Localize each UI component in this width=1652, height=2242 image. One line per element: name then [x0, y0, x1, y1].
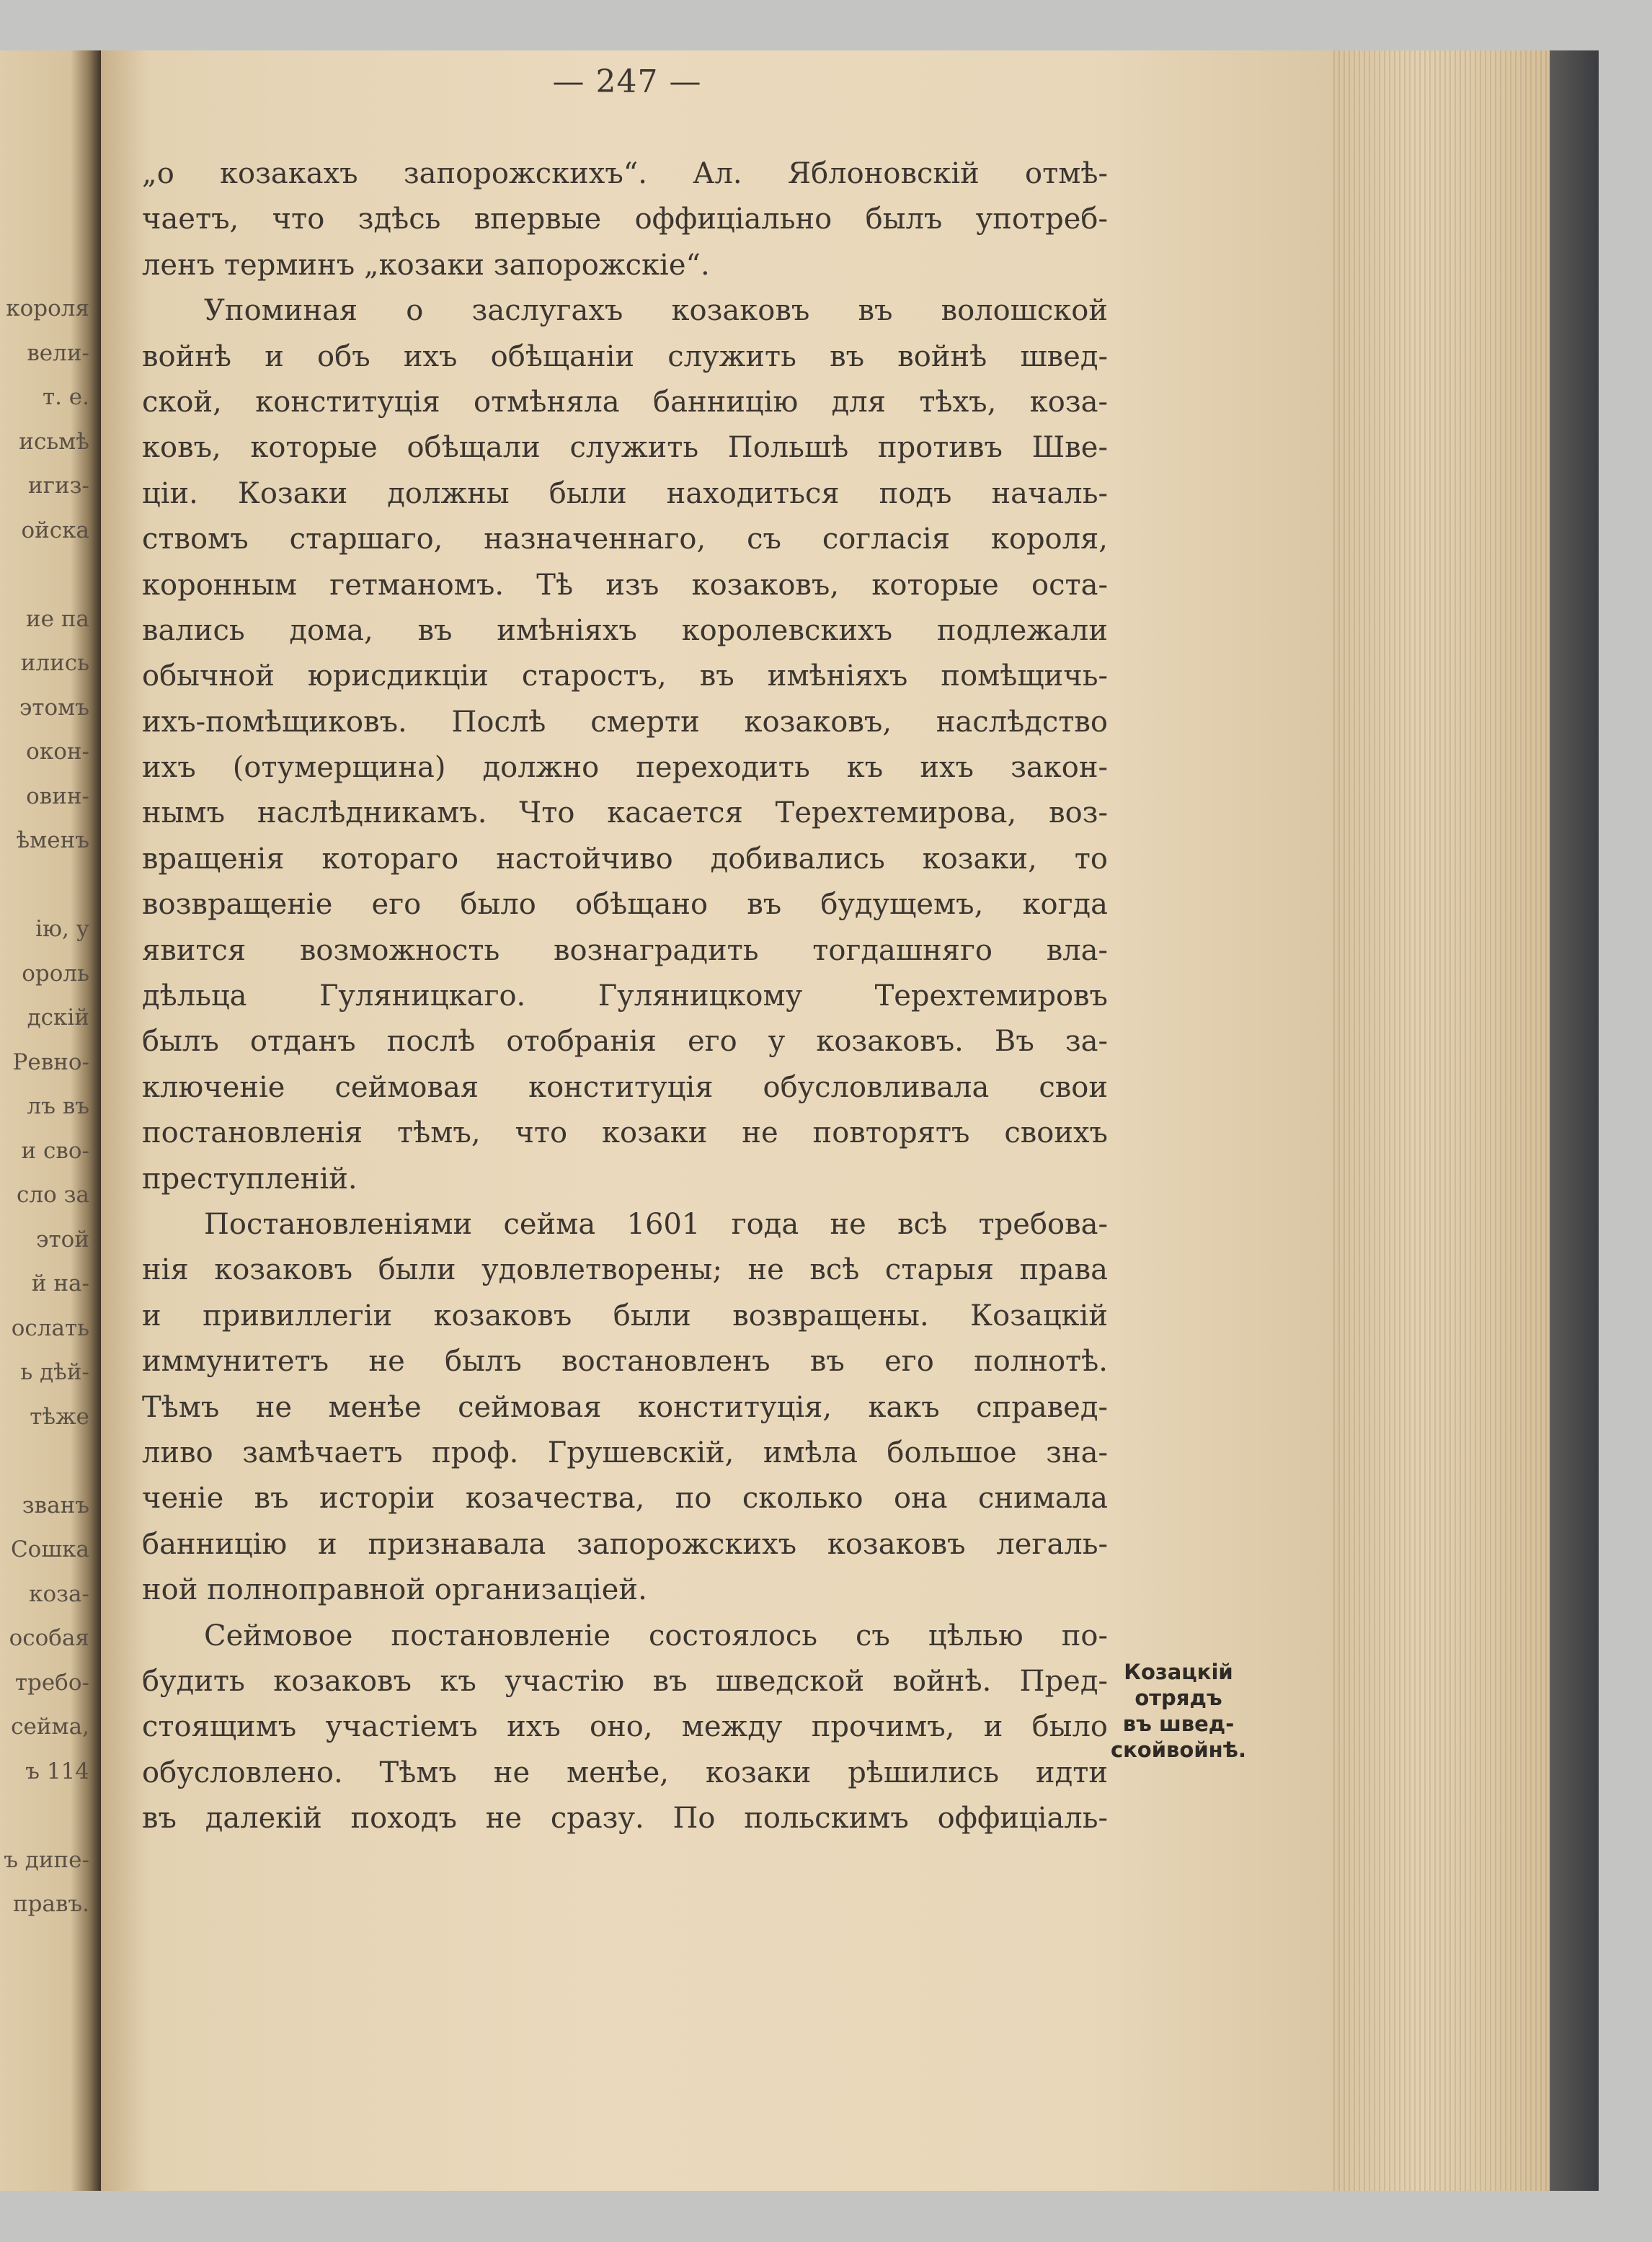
previous-page-fragment: игиз-: [28, 473, 89, 499]
text-line: ской, конституція отмѣняла банницію для тѣхъ, коза-: [142, 385, 1108, 419]
text-line: коронным гетманомъ. Тѣ изъ козаковъ, которые оста-: [142, 568, 1108, 602]
text-line: ихъ (отумерщина) должно переходить къ ихъ закон-: [142, 751, 1108, 785]
previous-page-fragment: требо-: [14, 1669, 89, 1696]
previous-page-fragment: сейма,: [11, 1714, 89, 1740]
previous-page-fragment: ѣменъ: [16, 827, 89, 853]
previous-page-fragment: особая: [9, 1625, 89, 1651]
previous-page-fragment: ъ 114: [25, 1758, 89, 1784]
body-text: [142, 151, 1108, 1841]
previous-page-fragment: короля: [6, 295, 89, 321]
text-line: Упоминая о заслугахъ козаковъ въ волошской: [204, 294, 1108, 328]
text-line: войнѣ и объ ихъ обѣщаніи служить въ войнѣ швед-: [142, 339, 1108, 373]
previous-page-fragment: Сошка: [10, 1536, 89, 1562]
text-line: банницію и признавала запорожскихъ козаковъ легаль-: [142, 1527, 1108, 1561]
previous-page-fragment: тѣже: [30, 1403, 89, 1430]
text-line: ченіе въ исторіи козачества, по сколько она снимала: [142, 1482, 1108, 1516]
text-line: нія козаковъ были удовлетворены; не всѣ старыя права: [142, 1253, 1108, 1287]
text-line: явится возможность вознаградить тогдашняго вла-: [142, 933, 1108, 967]
text-line: Постановленіями сейма 1601 года не всѣ требова-: [204, 1207, 1108, 1241]
previous-page-fragment: вели-: [27, 339, 89, 366]
margin-note-line: скойвойнѣ.: [1110, 1738, 1247, 1762]
previous-page-fragment: ъ дипе-: [4, 1846, 89, 1873]
previous-page-edge: [0, 50, 101, 2191]
previous-page-fragment: этой: [36, 1226, 89, 1253]
text-line: постановленія тѣмъ, что козаки не повторятъ своихъ: [142, 1116, 1108, 1150]
previous-page-fragment: ие па: [25, 605, 89, 632]
text-line: въ далекій походъ не сразу. По польскимъ оффиціаль-: [142, 1802, 1108, 1836]
previous-page-fragment: окон-: [26, 739, 89, 765]
text-line: обусловлено. Тѣмъ не менѣе, козаки рѣшились идти: [142, 1756, 1108, 1789]
text-line: будить козаковъ къ участію въ шведской войнѣ. Пред-: [142, 1664, 1108, 1698]
margin-note-line: Козацкій: [1124, 1660, 1233, 1684]
previous-page-fragment: исьмѣ: [19, 428, 89, 455]
previous-page-fragment: коза-: [29, 1580, 89, 1607]
previous-page-fragment: лъ въ: [27, 1093, 89, 1119]
previous-page-fragment: овин-: [26, 783, 89, 809]
text-line: ной полноправной организаціей.: [142, 1573, 647, 1607]
text-line: Сеймовое постановленіе состоялось съ цѣлью по-: [204, 1619, 1108, 1652]
text-line: и привиллегіи козаковъ были возвращены. Козацкій: [142, 1299, 1108, 1333]
text-line: обычной юрисдикціи старостъ, въ имѣніяхъ помѣщичь-: [142, 659, 1108, 693]
text-line: Тѣмъ не менѣе сеймовая конституція, какъ справед-: [142, 1390, 1108, 1424]
text-line: иммунитетъ не былъ востановленъ въ его полнотѣ.: [142, 1345, 1108, 1379]
previous-page-text: [4, 287, 89, 1927]
previous-page-fragment: этомъ: [19, 694, 89, 721]
text-line: ключеніе сеймовая конституція обусловливала свои: [142, 1070, 1108, 1104]
margin-note: [1110, 1659, 1247, 1763]
previous-page-fragment: Ревно-: [12, 1049, 89, 1075]
text-line: ствомъ старшаго, назначеннаго, съ согласія короля,: [142, 522, 1108, 556]
text-line: чаетъ, что здѣсь впервые оффиціально былъ употреб-: [142, 203, 1108, 236]
previous-page-fragment: й на-: [31, 1271, 89, 1296]
text-line: былъ отданъ послѣ отобранія его у козаковъ. Въ за-: [142, 1025, 1108, 1059]
text-line: стоящимъ участіемъ ихъ оно, между прочимъ, и было: [142, 1710, 1108, 1744]
previous-page-fragment: сло за: [17, 1182, 89, 1208]
text-line: ихъ-помѣщиковъ. Послѣ смерти козаковъ, наслѣдство: [142, 705, 1108, 739]
previous-page-fragment: т. е.: [42, 384, 89, 410]
text-line: ковъ, которые обѣщали служить Польшѣ противъ Шве-: [142, 431, 1108, 465]
previous-page-fragment: ились: [20, 650, 89, 676]
previous-page-fragment: ороль: [22, 960, 89, 987]
text-line: возвращеніе его было обѣщано въ будущемъ, когда: [142, 888, 1108, 922]
text-line: вращенія котораго настойчиво добивались козаки, то: [142, 842, 1108, 876]
page-block-edges: [1333, 50, 1550, 2191]
page-number: — 247 —: [552, 63, 702, 100]
text-line: нымъ наслѣдникамъ. Что касается Терехтемирова, воз-: [142, 796, 1108, 830]
previous-page-fragment: ію, у: [35, 916, 89, 942]
text-line: „о козакахъ запорожскихъ“. Ал. Яблоновскій отмѣ-: [142, 157, 1108, 190]
text-line: преступленій.: [142, 1162, 358, 1196]
text-line: дѣльца Гуляницкаго. Гуляницкому Терехтемировъ: [142, 979, 1108, 1013]
previous-page-fragment: ослать: [11, 1314, 89, 1341]
previous-page-fragment: и сво-: [21, 1137, 89, 1164]
previous-page-fragment: правъ.: [12, 1891, 89, 1917]
previous-page-fragment: ь дѣй-: [20, 1359, 89, 1385]
margin-note-line: въ швед-: [1122, 1712, 1235, 1736]
text-line: вались дома, въ имѣніяхъ королевскихъ подлежали: [142, 613, 1108, 647]
text-line: ленъ терминъ „козаки запорожскіе“.: [142, 248, 710, 282]
previous-page-fragment: дскій: [27, 1005, 89, 1031]
previous-page-fragment: ойска: [21, 517, 89, 543]
previous-page-fragment: званъ: [22, 1492, 89, 1518]
text-line: ливо замѣчаетъ проф. Грушевскій, имѣла большое зна-: [142, 1436, 1108, 1469]
book-cover-edge: [1550, 50, 1599, 2191]
margin-note-line: отрядъ: [1134, 1686, 1222, 1710]
text-line: ціи. Козаки должны были находиться подъ началь-: [142, 476, 1108, 510]
